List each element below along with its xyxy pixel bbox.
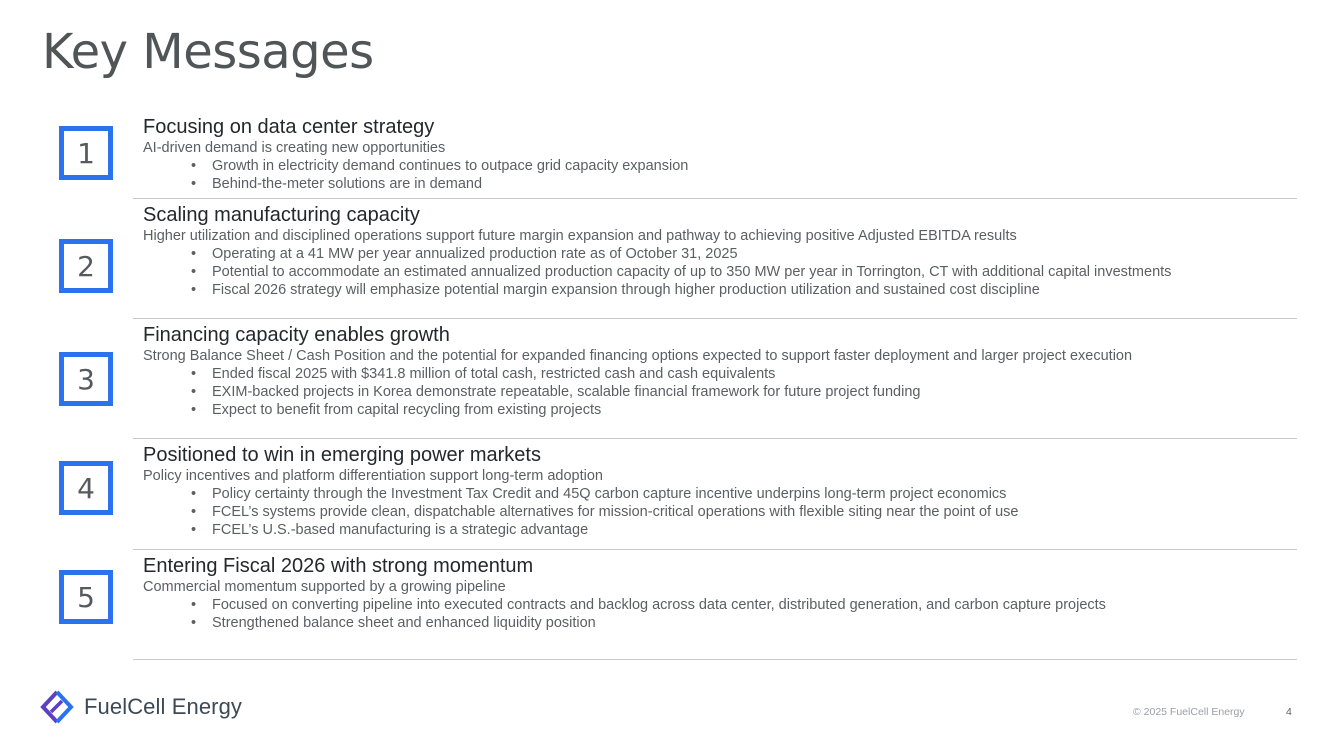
section-subtitle: Strong Balance Sheet / Cash Position and the potential for expanded financing options expected to support faster deployment and larger project execution bbox=[143, 348, 1133, 364]
bullet-item: • Expect to benefit from capital recycling from existing projects bbox=[191, 401, 1293, 419]
section-heading: Scaling manufacturing capacity bbox=[143, 204, 420, 226]
bullet-item: • Ended fiscal 2025 with $341.8 million of total cash, restricted cash and cash equivalents bbox=[191, 365, 1293, 383]
section-divider bbox=[133, 318, 1297, 319]
bullet-item: • Behind-the-meter solutions are in demand bbox=[191, 175, 1293, 193]
logo-wordmark: FuelCell Energy bbox=[84, 694, 243, 719]
bullet-item: • EXIM-backed projects in Korea demonstrate repeatable, scalable financial framework for future project funding bbox=[191, 383, 1293, 401]
bullet-item: • Strengthened balance sheet and enhanced liquidity position bbox=[191, 614, 1293, 632]
bullet-list bbox=[143, 596, 1293, 632]
bullet-list bbox=[143, 157, 1293, 193]
section-divider bbox=[133, 198, 1297, 199]
bullet-item: • Fiscal 2026 strategy will emphasize potential margin expansion through higher production utilization and sustained cost discipline bbox=[191, 281, 1293, 299]
copyright-text: © 2025 FuelCell Energy bbox=[1133, 706, 1245, 718]
bullet-item: • Operating at a 41 MW per year annualized production rate as of October 31, 2025 bbox=[191, 245, 1293, 263]
section-subtitle: Higher utilization and disciplined operations support future margin expansion and pathway to achieving positive Adjusted EBITDA results bbox=[143, 228, 1017, 244]
fuelcell-logo-icon bbox=[40, 690, 74, 724]
page-number: 4 bbox=[1286, 706, 1292, 718]
section-subtitle: Commercial momentum supported by a growing pipeline bbox=[143, 579, 506, 595]
number-badge: 3 bbox=[59, 352, 113, 406]
section-divider bbox=[133, 438, 1297, 439]
page-title: Key Messages bbox=[42, 24, 374, 80]
bullet-list bbox=[143, 365, 1293, 419]
number-badge: 4 bbox=[59, 461, 113, 515]
section-heading: Entering Fiscal 2026 with strong momentum bbox=[143, 555, 534, 577]
number-badge: 1 bbox=[59, 126, 113, 180]
section-subtitle: Policy incentives and platform differentiation support long-term adoption bbox=[143, 468, 603, 484]
bullet-item: • Growth in electricity demand continues to outpace grid capacity expansion bbox=[191, 157, 1293, 175]
number-badge: 5 bbox=[59, 570, 113, 624]
section-heading: Positioned to win in emerging power markets bbox=[143, 444, 541, 466]
bullet-item: • Policy certainty through the Investment Tax Credit and 45Q carbon capture incentive underpins long-term project economics bbox=[191, 485, 1293, 503]
bullet-item: • Potential to accommodate an estimated annualized production capacity of up to 350 MW per year in Torrington, CT with additional capital investments bbox=[191, 263, 1293, 281]
bullet-item: • FCEL’s systems provide clean, dispatchable alternatives for mission-critical operations with flexible siting near the point of use bbox=[191, 503, 1293, 521]
section-divider bbox=[133, 659, 1297, 660]
bullet-list bbox=[143, 485, 1293, 539]
bullet-item: • Focused on converting pipeline into executed contracts and backlog across data center, distributed generation, and carbon capture projects bbox=[191, 596, 1293, 614]
section-divider bbox=[133, 549, 1297, 550]
section-subtitle: AI-driven demand is creating new opportunities bbox=[143, 140, 446, 156]
bullet-item: • FCEL’s U.S.-based manufacturing is a strategic advantage bbox=[191, 521, 1293, 539]
bullet-list bbox=[143, 245, 1293, 299]
section-heading: Focusing on data center strategy bbox=[143, 116, 435, 138]
section-heading: Financing capacity enables growth bbox=[143, 324, 450, 346]
company-logo bbox=[40, 690, 242, 724]
number-badge: 2 bbox=[59, 239, 113, 293]
